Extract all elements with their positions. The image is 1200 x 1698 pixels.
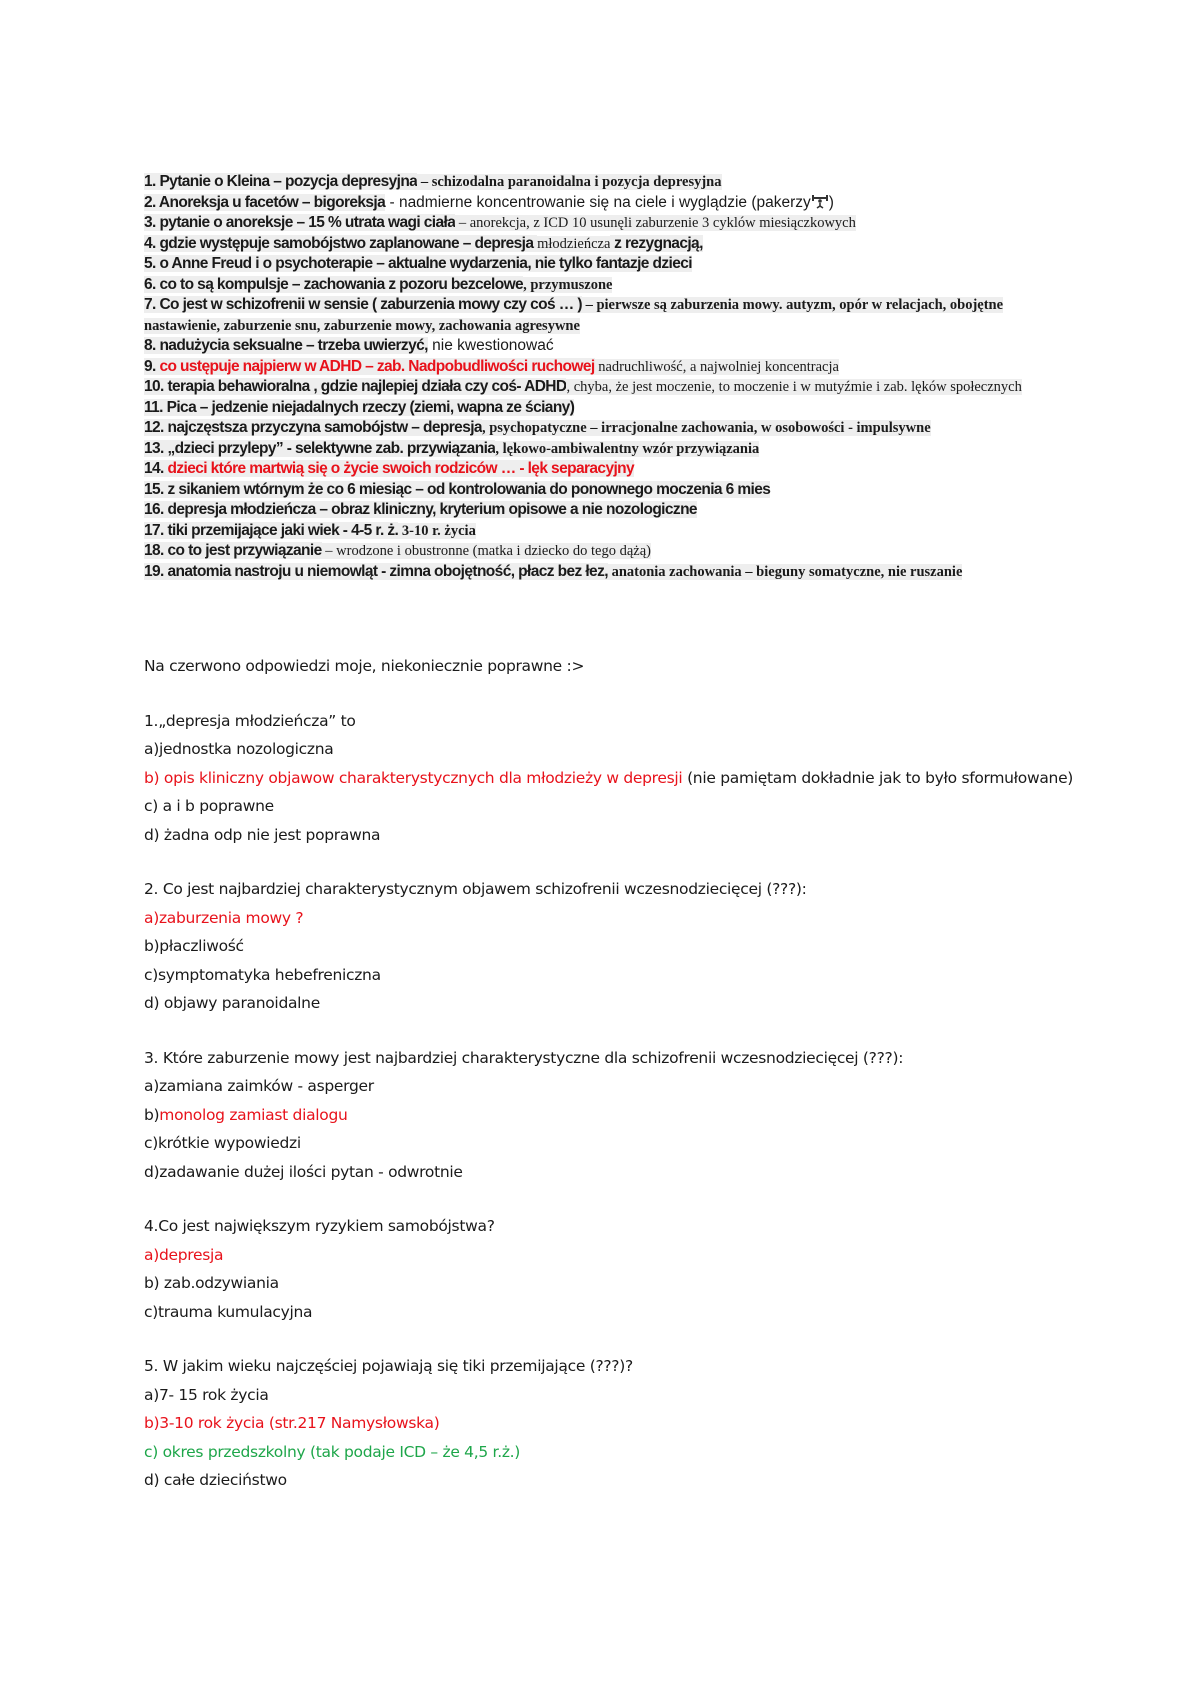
answer-option-text: d) żadna odp nie jest poprawna bbox=[144, 825, 381, 844]
answer-option bbox=[144, 989, 1084, 1018]
list-item-number: 17. bbox=[144, 521, 168, 539]
answer-option-text: c)trauma kumulacyjna bbox=[144, 1302, 313, 1321]
list-item-text: depresja młodzieńcza – obraz kliniczny, kryterium opisowe a nie nozologiczne bbox=[167, 501, 697, 518]
list-item bbox=[144, 193, 1064, 214]
list-item-number: 15. bbox=[144, 480, 168, 498]
answer-option-text: a)jednostka nozologiczna bbox=[144, 740, 334, 758]
list-item-number: 14. bbox=[144, 460, 168, 477]
list-item bbox=[144, 254, 1064, 275]
list-item-text: „dzieci przylepy” - selektywne zab. przywiązania bbox=[167, 439, 496, 457]
list-item-number: 9. bbox=[144, 357, 160, 375]
list-item bbox=[144, 418, 1064, 439]
answer-option-text: a)zamiana zaimków - asperger bbox=[144, 1077, 374, 1095]
list-item-number: 4. bbox=[144, 234, 160, 252]
list-item-text: z rezygnacją, bbox=[610, 234, 703, 252]
answer-option bbox=[144, 1241, 1084, 1270]
answer-option-text: d) objawy paranoidalne bbox=[144, 994, 320, 1012]
list-item-number: 2. bbox=[144, 193, 159, 211]
list-item-text: o Anne Freud i o psychoterapie – aktualne wydarzenia, nie tylko fantazje dzieci bbox=[159, 255, 693, 272]
list-item bbox=[144, 234, 1064, 255]
list-item bbox=[144, 521, 1064, 542]
list-item-text: nie kwestionować bbox=[427, 337, 554, 354]
list-item-text: młodzieńcza bbox=[537, 235, 611, 252]
list-item-text: co to są kompulsje – zachowania z pozoru bezcelowe bbox=[159, 275, 524, 293]
list-item-text: nadruchliwość, a najwolniej koncentracja bbox=[594, 358, 839, 375]
list-item-number: 16. bbox=[144, 501, 168, 518]
list-item bbox=[144, 275, 1064, 296]
list-item-text: - nadmierne koncentrowanie się na ciele i wyglądzie (pakerzy bbox=[385, 193, 811, 211]
list-item-text: gdzie występuje samobójstwo zaplanowane – depresja bbox=[159, 234, 538, 252]
question-text: 5. W jakim wieku najczęściej pojawiają się tiki przemijające (???)? bbox=[144, 1357, 633, 1375]
list-item-text: z sikaniem wtórnym że co 6 miesiąc – od kontrolowania do ponownego moczenia 6 mies bbox=[167, 480, 771, 498]
answer-option bbox=[144, 1298, 1084, 1327]
list-item-text: pytanie o anoreksje – 15 % utrata wagi ciała bbox=[159, 214, 456, 231]
answer-option bbox=[144, 1158, 1084, 1187]
answer-option-text: b)płaczliwość bbox=[144, 937, 244, 955]
list-item-number: 12. bbox=[144, 419, 168, 436]
answer-option-text: d) całe dzieciństwo bbox=[144, 1471, 287, 1489]
list-item-number: 19. bbox=[144, 562, 168, 580]
answer-option-text: monolog zamiast dialogu bbox=[159, 1105, 348, 1124]
question-text: 2. Co jest najbardziej charakterystycznym objawem schizofrenii wczesnodziecięcej (???): bbox=[144, 880, 807, 898]
spacer bbox=[144, 1186, 1084, 1212]
list-item-text: , lękowo-ambiwalentny wzór przywiązania bbox=[495, 440, 760, 457]
list-item-number: 6. bbox=[144, 275, 160, 293]
list-item bbox=[144, 541, 1064, 562]
list-item bbox=[144, 336, 1064, 357]
list-item-text: Pytanie o Kleina – pozycja depresyjna bbox=[159, 173, 418, 190]
list-item-text: co to jest przywiązanie bbox=[167, 542, 322, 559]
list-item-number: 3. bbox=[144, 214, 160, 231]
list-item bbox=[144, 562, 1064, 583]
list-item-text: , przymuszone bbox=[523, 276, 613, 293]
list-item-text: anatomia nastroju u niemowląt - zimna obojętność, płacz bez łez, bbox=[167, 562, 608, 580]
list-item-number: 5. bbox=[144, 255, 160, 272]
answer-option bbox=[144, 1466, 1084, 1495]
answer-option bbox=[144, 932, 1084, 961]
list-item-text: nadużycia seksualne – trzeba uwierzyć, bbox=[159, 337, 428, 354]
answer-option bbox=[144, 821, 1084, 850]
list-item-text: co ustępuje najpierw w ADHD – zab. Nadpobudliwości ruchowej bbox=[159, 357, 595, 375]
list-item-text: , chyba, że jest moczenie, to moczenie i w mutyźmie i zab. lęków społecznych bbox=[566, 379, 1022, 395]
list-item-number: 13. bbox=[144, 439, 168, 457]
question-text: 3. Które zaburzenie mowy jest najbardziej charakterystyczne dla schizofrenii wczesnodziecięcej (???): bbox=[144, 1048, 904, 1067]
list-item bbox=[144, 459, 1064, 480]
answer-option-text: b) bbox=[144, 1105, 160, 1124]
answer-option-text: b) zab.odzywiania bbox=[144, 1274, 279, 1292]
spacer bbox=[144, 1326, 1084, 1352]
list-item bbox=[144, 398, 1064, 419]
list-item bbox=[144, 439, 1064, 460]
list-item bbox=[144, 500, 1064, 521]
list-item-number: 8. bbox=[144, 337, 160, 354]
answer-option-text: c) a i b poprawne bbox=[144, 797, 274, 815]
answer-option bbox=[144, 1072, 1084, 1101]
list-item-text: – anorekcja, z ICD 10 usunęli zaburzenie 3 cyklów miesiączkowych bbox=[455, 215, 856, 231]
answer-option bbox=[144, 764, 1084, 793]
notes-list bbox=[144, 172, 1064, 582]
answer-option bbox=[144, 1409, 1084, 1438]
answer-option bbox=[144, 1129, 1084, 1158]
list-item-text: Pica – jedzenie niejadalnych rzeczy (ziemi, wapna ze ściany) bbox=[166, 398, 575, 416]
spacer bbox=[144, 849, 1084, 875]
spacer bbox=[144, 681, 1084, 707]
answer-option bbox=[144, 792, 1084, 821]
answer-option bbox=[144, 1269, 1084, 1298]
list-item-text: 3-10 r. życia bbox=[398, 522, 476, 539]
list-item-text: dzieci które martwią się o życie swoich rodziców … - lęk separacyjny bbox=[167, 460, 635, 477]
answer-option-text: d)zadawanie dużej ilości pytan - odwrotnie bbox=[144, 1162, 463, 1181]
list-item-number: 10. bbox=[144, 378, 168, 395]
quiz-section bbox=[144, 652, 1084, 1495]
answers-note: Na czerwono odpowiedzi moje, niekoniecznie poprawne :> bbox=[144, 657, 585, 675]
list-item bbox=[144, 172, 1064, 193]
list-item-text: ) bbox=[828, 193, 834, 211]
weightlifter-icon bbox=[811, 195, 829, 209]
list-item bbox=[144, 357, 1064, 378]
list-item bbox=[144, 480, 1064, 501]
list-item-text: najczęstsza przyczyna samobójstw – depresja bbox=[167, 419, 482, 436]
answer-option-text: a)depresja bbox=[144, 1245, 224, 1264]
question-text: 4.Co jest największym ryzykiem samobójstwa? bbox=[144, 1217, 495, 1235]
list-item-text: Co jest w schizofrenii w sensie ( zaburzenia mowy czy coś … ) bbox=[159, 296, 582, 313]
answer-option-text: a)7- 15 rok życia bbox=[144, 1385, 269, 1404]
list-item bbox=[144, 377, 1064, 398]
list-item-number: 7. bbox=[144, 296, 160, 313]
answer-option-text: c)krótkie wypowiedzi bbox=[144, 1134, 301, 1152]
list-item-text: Anoreksja u facetów – bigoreksja bbox=[158, 193, 386, 211]
list-item-text: – wrodzone i obustronne (matka i dziecko do tego dążą) bbox=[321, 543, 651, 559]
question-text: 1.„depresja młodzieńcza” to bbox=[144, 711, 356, 730]
answer-option bbox=[144, 1101, 1084, 1130]
list-item bbox=[144, 213, 1064, 234]
answer-option-text: (nie pamiętam dokładnie jak to było sformułowane) bbox=[682, 768, 1074, 787]
list-item-text: anatonia zachowania – bieguny somatyczne, nie ruszanie bbox=[607, 563, 963, 580]
list-item-text: , psychopatyczne – irracjonalne zachowania, w osobowości - impulsywne bbox=[481, 420, 931, 436]
answer-option bbox=[144, 1381, 1084, 1410]
answer-option-text: c)symptomatyka hebefreniczna bbox=[144, 965, 381, 984]
list-item-number: 1. bbox=[144, 173, 160, 190]
list-item-text: – schizodalna paranoidalna i pozycja depresyjna bbox=[417, 174, 722, 190]
answer-option bbox=[144, 961, 1084, 990]
answer-option-text: a)zaburzenia mowy ? bbox=[144, 908, 304, 927]
spacer bbox=[144, 1018, 1084, 1044]
list-item-text: – pierwsze są zaburzenia mowy. autyzm, opór w relacjach, obojętne nastawienie, zaburzenie snu, zaburzenie mowy, zachowania agresywne bbox=[144, 297, 1004, 334]
answer-option-text: c) okres przedszkolny (tak podaje ICD – że 4,5 r.ż.) bbox=[144, 1442, 521, 1461]
answer-option bbox=[144, 1438, 1084, 1467]
answer-option-text: b) opis kliniczny objawow charakterystycznych dla młodzieży w depresji bbox=[144, 768, 683, 787]
list-item-text: terapia behawioralna , gdzie najlepiej działa czy coś- ADHD bbox=[167, 378, 567, 395]
answer-option bbox=[144, 735, 1084, 764]
list-item bbox=[144, 295, 1064, 336]
list-item-number: 11. bbox=[144, 398, 167, 416]
list-item-number: 18. bbox=[144, 542, 168, 559]
answer-option bbox=[144, 904, 1084, 933]
answer-option-text: b)3-10 rok życia (str.217 Namysłowska) bbox=[144, 1414, 440, 1432]
list-item-text: tiki przemijające jaki wiek - 4-5 r. ż. bbox=[167, 521, 399, 539]
